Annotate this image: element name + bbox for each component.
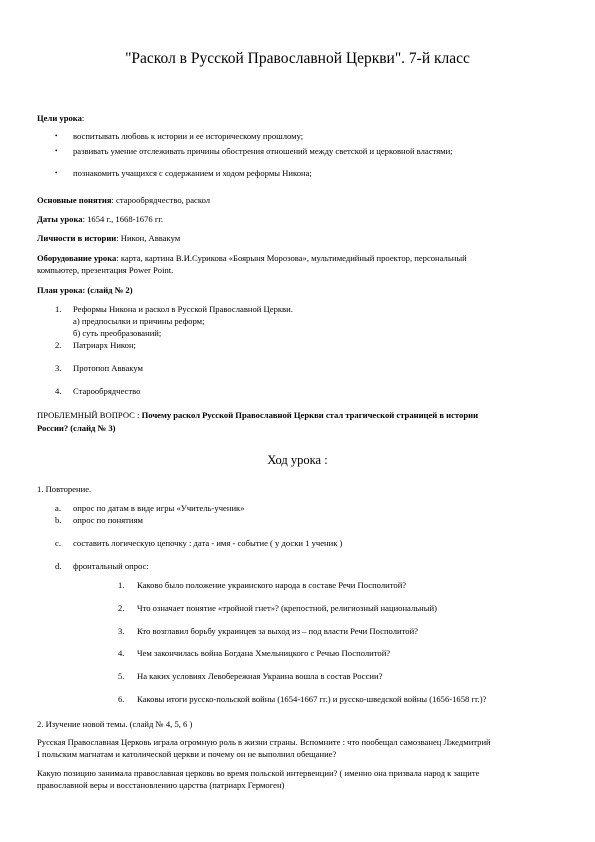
question-number: 5. [118, 671, 125, 681]
question-3: Кто возглавил борьбу украинцев за выход из – под власти Речи Посполитой? [137, 626, 418, 636]
plan-item-4: Старообрядчество [73, 386, 141, 396]
plan-item-1: Реформы Никона и раскол в Русской Православной Церкви. [73, 304, 293, 314]
problem-question-line-1 [37, 410, 478, 421]
plan-item-number: 2. [55, 340, 62, 350]
problem-question: Почему раскол Русской Православной Церкви стал трагической страницей в истории [141, 410, 479, 420]
repeat-item-letter: a. [55, 503, 61, 513]
repeat-item-letter: d. [55, 561, 62, 571]
goal-item-3: познакомить учащихся с содержанием и ходом реформы Никона; [73, 168, 312, 178]
plan-item-2: Патриарх Никон; [73, 340, 136, 350]
paragraph-2-line-2: православной веры и восстановлению царства (патриарх Гермоген) [37, 780, 285, 790]
question-5: На каких условиях Левобережная Украина вошла в состав России? [137, 671, 383, 681]
equipment-line-1 [37, 253, 467, 264]
dates-value: : 1654 г., 1668-1676 гг. [82, 214, 164, 224]
plan-item-number: 3. [55, 363, 62, 373]
question-number: 3. [118, 626, 125, 636]
repeat-heading: 1. Повторение. [37, 484, 92, 494]
concepts-value: : старообрядчество, раскол [111, 195, 211, 205]
repeat-item-d: фронтальный опрос: [73, 561, 149, 571]
repeat-item-b: опрос по понятиям [73, 515, 143, 525]
plan-item-3: Протопоп Аввакум [73, 363, 143, 373]
document-title: "Раскол в Русской Православной Церкви". 7-й класс [125, 50, 470, 67]
question-number: 1. [118, 580, 125, 590]
goals-label: Цели урока [37, 113, 82, 123]
question-number: 6. [118, 694, 125, 704]
plan-subitem-a: а) предпосылки и причины реформ; [73, 316, 205, 326]
new-topic-heading: 2. Изучение новой темы. (слайд № 4, 5, 6 ) [37, 719, 193, 729]
equipment-line-2: компьютер, презентация Power Point. [37, 265, 174, 275]
question-2: Что означает понятие «тройной гнет»? (крепостной, религиозный национальный) [137, 603, 437, 613]
paragraph-1-line-1: Русская Православная Церковь играла огромную роль в жизни страны. Вспомните : что пообещал самозванец Лжедмитрий [37, 737, 491, 747]
persons-label: Личности в истории [37, 233, 117, 243]
question-6: Каковы итоги русско-польской войны (1654-1667 гг.) и русско-шведской войны (1656-1658 гг.)? [137, 694, 487, 704]
persons-line [37, 233, 180, 244]
equipment-label: Оборудование урока [37, 253, 117, 263]
question-number: 2. [118, 603, 125, 613]
question-4: Чем закончилась война Богдана Хмельницкого с Речью Посполитой? [137, 648, 391, 658]
question-number: 4. [118, 648, 125, 658]
repeat-item-a: опрос по датам в виде игры «Учитель-ученик» [73, 503, 245, 513]
course-heading: Ход урока : [267, 453, 328, 467]
bullet-icon: • [55, 147, 58, 155]
repeat-item-letter: b. [55, 515, 62, 525]
paragraph-2-line-1: Какую позицию занимала православная церковь во время польской интервенции? ( именно она призвала народ к защите [37, 768, 480, 778]
repeat-item-letter: c. [55, 538, 61, 548]
dates-line [37, 214, 163, 225]
problem-prefix: ПРОБЛЕМНЫЙ ВОПРОС : [37, 410, 142, 420]
plan-item-number: 4. [55, 386, 62, 396]
goals-heading [37, 113, 84, 124]
plan-item-number: 1. [55, 304, 62, 314]
goal-item-2: развивать умение отслеживать причины обострения отношений между светской и церковной властями; [73, 146, 453, 156]
question-1: Каково было положение украинского народа в составе Речи Посполитой? [137, 580, 407, 590]
persons-value: : Никон, Аввакум [116, 233, 181, 243]
goal-item-1: воспитывать любовь к истории и ее историческому прошлому; [73, 131, 304, 141]
repeat-item-c: составить логическую цепочку : дата - имя - событие ( у доски 1 ученик ) [73, 538, 343, 548]
concepts-line [37, 195, 210, 206]
goals-colon: : [81, 113, 85, 123]
dates-label: Даты урока [37, 214, 83, 224]
plan-heading: План урока: (слайд № 2) [37, 285, 133, 295]
bullet-icon: • [55, 169, 58, 177]
bullet-icon: • [55, 132, 58, 140]
paragraph-1-line-2: I польским магнатам и католической церкви и почему он не выполнил обещание? [37, 749, 337, 759]
plan-subitem-b: б) суть преобразований; [73, 328, 162, 338]
equipment-value: : карта, картина В.И.Сурикова «Боярыня Морозова», мультимедийный проектор, персональный [116, 253, 467, 263]
problem-question-line-2: России? (слайд № 3) [37, 423, 116, 433]
concepts-label: Основные понятия [37, 195, 112, 205]
